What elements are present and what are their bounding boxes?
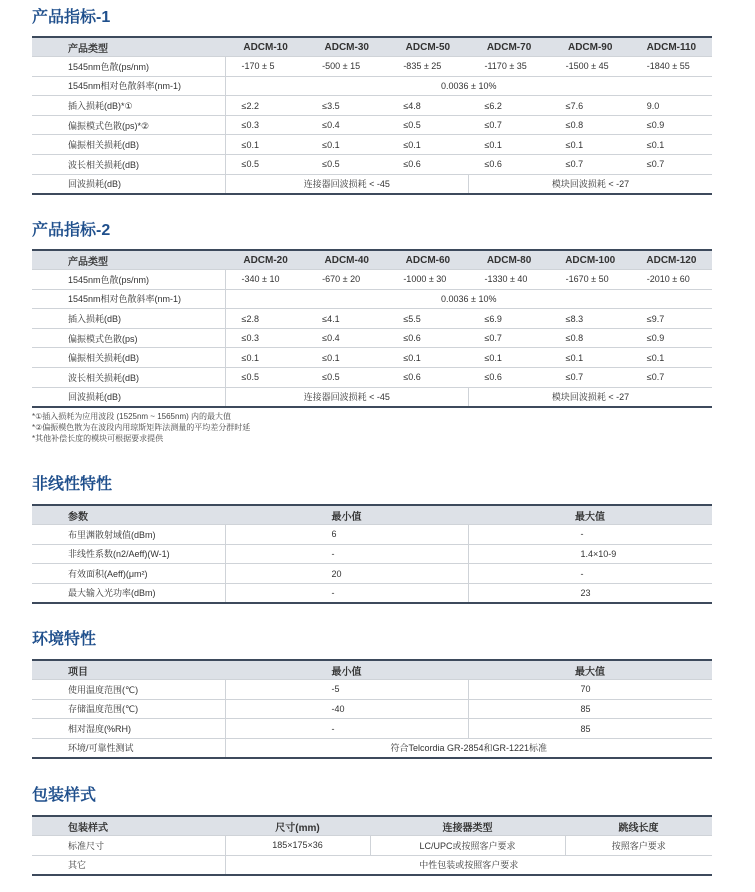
row-label: 最大输入光功率(dBm) (32, 583, 225, 603)
header-max: 最大值 (468, 505, 712, 525)
row-label: 存储温度范围(℃) (32, 699, 225, 719)
table-cell: 9.0 (631, 96, 712, 116)
table-row (32, 57, 712, 77)
row-label: 偏振相关损耗(dB) (32, 135, 225, 155)
table-cell: ≤0.3 (225, 328, 306, 348)
table-row (32, 525, 712, 545)
footnote: *②偏振模色散为在波段内用琼斯矩阵法测量的平均差分群时延 (32, 423, 251, 432)
table-cell: ≤0.4 (306, 328, 387, 348)
table-row (32, 174, 712, 194)
header-model: ADCM-80 (468, 250, 549, 270)
table-cell: ≤7.6 (550, 96, 631, 116)
table-cell: -500 ± 15 (306, 57, 387, 77)
table-cell: -835 ± 25 (387, 57, 468, 77)
header-model: ADCM-60 (387, 250, 468, 270)
table-cell: ≤0.1 (468, 348, 549, 368)
table-cell: ≤0.5 (387, 115, 468, 135)
table-row (32, 289, 712, 309)
header-min: 最小值 (225, 505, 468, 525)
row-label: 插入损耗(dB) (32, 309, 225, 329)
header-product-type: 产品类型 (32, 37, 225, 57)
table-cell: -1000 ± 30 (387, 270, 468, 290)
table-row (32, 76, 712, 96)
section-title-nonlinear: 非线性特性 (32, 476, 113, 493)
table-cell: ≤4.1 (306, 309, 387, 329)
table-cell: ≤8.3 (550, 309, 631, 329)
table-header-row (32, 37, 712, 57)
header-product-type: 产品类型 (32, 250, 225, 270)
header-model: ADCM-30 (306, 37, 387, 57)
table-row (32, 309, 712, 329)
table-cell: ≤0.4 (306, 115, 387, 135)
table-cell: ≤3.5 (306, 96, 387, 116)
table-cell: ≤0.5 (225, 368, 306, 388)
header-item: 项目 (32, 660, 225, 680)
table-cell: ≤0.5 (225, 155, 306, 175)
table-cell: ≤0.1 (225, 348, 306, 368)
table-cell: 中性包装或按照客户要求 (225, 855, 712, 875)
table-cell: 模块回波损耗 < -27 (468, 387, 712, 407)
table-row (32, 564, 712, 584)
table-row (32, 699, 712, 719)
table-cell: -1500 ± 45 (550, 57, 631, 77)
table-cell: ≤0.7 (468, 328, 549, 348)
row-label: 标准尺寸 (32, 836, 225, 856)
table-cell: ≤0.6 (387, 155, 468, 175)
table-cell: 85 (468, 719, 712, 739)
header-model: ADCM-50 (387, 37, 468, 57)
table-cell: - (468, 525, 712, 545)
table-cell: -1330 ± 40 (468, 270, 549, 290)
row-label: 插入损耗(dB)*① (32, 96, 225, 116)
table-cell: 连接器回波损耗 < -45 (225, 174, 468, 194)
row-label: 偏振模式色散(ps)*② (32, 115, 225, 135)
row-label: 1545nm色散(ps/nm) (32, 270, 225, 290)
table-cell: ≤0.1 (225, 135, 306, 155)
table-cell: ≤0.7 (550, 368, 631, 388)
table-cell: 20 (225, 564, 468, 584)
table-cell: ≤0.5 (306, 155, 387, 175)
table-cell: ≤0.8 (550, 115, 631, 135)
table-cell: ≤0.1 (306, 348, 387, 368)
table-cell: -1840 ± 55 (631, 57, 712, 77)
table-cell: LC/UPC或按照客户要求 (370, 836, 565, 856)
header-length: 跳线长度 (565, 816, 712, 836)
table-cell: ≤0.5 (306, 368, 387, 388)
table-cell: ≤5.5 (387, 309, 468, 329)
row-label: 波长相关损耗(dB) (32, 155, 225, 175)
nonlinear-table (32, 504, 712, 604)
table-cell: -40 (225, 699, 468, 719)
row-label: 1545nm相对色散斜率(nm-1) (32, 289, 225, 309)
table-cell: ≤0.1 (387, 135, 468, 155)
packaging-table (32, 815, 712, 876)
table-cell: 连接器回波损耗 < -45 (225, 387, 468, 407)
header-model: ADCM-120 (631, 250, 712, 270)
section-title-spec-1: 产品指标-1 (32, 9, 111, 26)
header-connector: 连接器类型 (370, 816, 565, 836)
row-label: 回波损耗(dB) (32, 387, 225, 407)
table-cell: -1670 ± 50 (550, 270, 631, 290)
table-cell: ≤0.1 (631, 348, 712, 368)
header-size: 尺寸(mm) (225, 816, 370, 836)
table-row (32, 719, 712, 739)
table-cell: -1170 ± 35 (468, 57, 549, 77)
header-model: ADCM-70 (468, 37, 549, 57)
table-cell: - (225, 544, 468, 564)
table-cell: ≤0.6 (387, 328, 468, 348)
table-cell: 符合Telcordia GR-2854和GR-1221标准 (225, 738, 712, 758)
table-row (32, 96, 712, 116)
spec-table-2 (32, 249, 712, 408)
table-row (32, 115, 712, 135)
table-cell: ≤2.8 (225, 309, 306, 329)
table-row (32, 544, 712, 564)
table-row (32, 135, 712, 155)
row-label: 有效面积(Aeff)(μm²) (32, 564, 225, 584)
table-cell: ≤0.9 (631, 328, 712, 348)
spec-table-1 (32, 36, 712, 195)
table-cell: ≤0.7 (631, 155, 712, 175)
footnote: *其他补偿长度的模块可根据要求提供 (32, 434, 164, 443)
table-cell: 85 (468, 699, 712, 719)
header-model: ADCM-20 (225, 250, 306, 270)
table-cell: 70 (468, 680, 712, 700)
table-cell: ≤0.7 (631, 368, 712, 388)
table-cell: 23 (468, 583, 712, 603)
section-title-spec-2: 产品指标-2 (32, 222, 111, 239)
table-cell: ≤0.1 (550, 348, 631, 368)
table-cell: ≤0.3 (225, 115, 306, 135)
table-header-row (32, 250, 712, 270)
table-header-row (32, 505, 712, 525)
header-package: 包装样式 (32, 816, 225, 836)
table-cell: - (225, 583, 468, 603)
table-row (32, 583, 712, 603)
header-model: ADCM-40 (306, 250, 387, 270)
header-model: ADCM-10 (225, 37, 306, 57)
row-label: 波长相关损耗(dB) (32, 368, 225, 388)
row-label: 使用温度范围(℃) (32, 680, 225, 700)
table-cell: - (225, 719, 468, 739)
table-cell: ≤0.8 (550, 328, 631, 348)
header-min: 最小值 (225, 660, 468, 680)
table-cell: ≤9.7 (631, 309, 712, 329)
table-row (32, 738, 712, 758)
table-row (32, 368, 712, 388)
row-label: 非线性系数(n2/Aeff)(W-1) (32, 544, 225, 564)
table-cell: ≤2.2 (225, 96, 306, 116)
table-cell: ≤0.7 (468, 115, 549, 135)
header-model: ADCM-90 (550, 37, 631, 57)
table-cell: 模块回波损耗 < -27 (468, 174, 712, 194)
table-row (32, 270, 712, 290)
table-header-row (32, 660, 712, 680)
table-cell: - (468, 564, 712, 584)
table-cell: 6 (225, 525, 468, 545)
table-row (32, 348, 712, 368)
table-cell: ≤0.6 (387, 368, 468, 388)
table-row (32, 855, 712, 875)
table-cell: ≤0.1 (631, 135, 712, 155)
table-row (32, 836, 712, 856)
table-cell: ≤6.9 (468, 309, 549, 329)
row-label: 相对湿度(%RH) (32, 719, 225, 739)
row-label: 偏振模式色散(ps) (32, 328, 225, 348)
section-title-packaging: 包装样式 (32, 787, 97, 804)
table-cell: ≤0.7 (550, 155, 631, 175)
header-max: 最大值 (468, 660, 712, 680)
row-label: 环境/可靠性测试 (32, 738, 225, 758)
footnote: *①插入损耗为应用波段 (1525nm ~ 1565nm) 内的最大值 (32, 412, 231, 421)
table-cell: 185×175×36 (225, 836, 370, 856)
table-cell: ≤0.1 (387, 348, 468, 368)
table-cell: ≤0.6 (468, 368, 549, 388)
environment-table (32, 659, 712, 759)
row-label: 1545nm相对色散斜率(nm-1) (32, 76, 225, 96)
table-cell: 1.4×10-9 (468, 544, 712, 564)
table-cell: -170 ± 5 (225, 57, 306, 77)
table-cell: -2010 ± 60 (631, 270, 712, 290)
section-title-environment: 环境特性 (32, 631, 97, 648)
table-cell: ≤0.1 (306, 135, 387, 155)
row-label: 1545nm色散(ps/nm) (32, 57, 225, 77)
table-cell: -670 ± 20 (306, 270, 387, 290)
table-row (32, 155, 712, 175)
table-row (32, 328, 712, 348)
table-cell: ≤6.2 (468, 96, 549, 116)
table-row (32, 387, 712, 407)
header-param: 参数 (32, 505, 225, 525)
row-label: 偏振相关损耗(dB) (32, 348, 225, 368)
table-cell: ≤0.1 (468, 135, 549, 155)
table-cell: ≤0.1 (550, 135, 631, 155)
table-row (32, 680, 712, 700)
table-cell: ≤0.6 (468, 155, 549, 175)
table-cell: -340 ± 10 (225, 270, 306, 290)
table-cell: 按照客户要求 (565, 836, 712, 856)
header-model: ADCM-100 (550, 250, 631, 270)
table-cell: -5 (225, 680, 468, 700)
table-cell: ≤0.9 (631, 115, 712, 135)
table-cell: 0.0036 ± 10% (225, 76, 712, 96)
row-label: 其它 (32, 855, 225, 875)
header-model: ADCM-110 (631, 37, 712, 57)
table-cell: ≤4.8 (387, 96, 468, 116)
footnotes (32, 411, 250, 444)
row-label: 布里渊散射域值(dBm) (32, 525, 225, 545)
row-label: 回波损耗(dB) (32, 174, 225, 194)
table-cell: 0.0036 ± 10% (225, 289, 712, 309)
table-header-row (32, 816, 712, 836)
